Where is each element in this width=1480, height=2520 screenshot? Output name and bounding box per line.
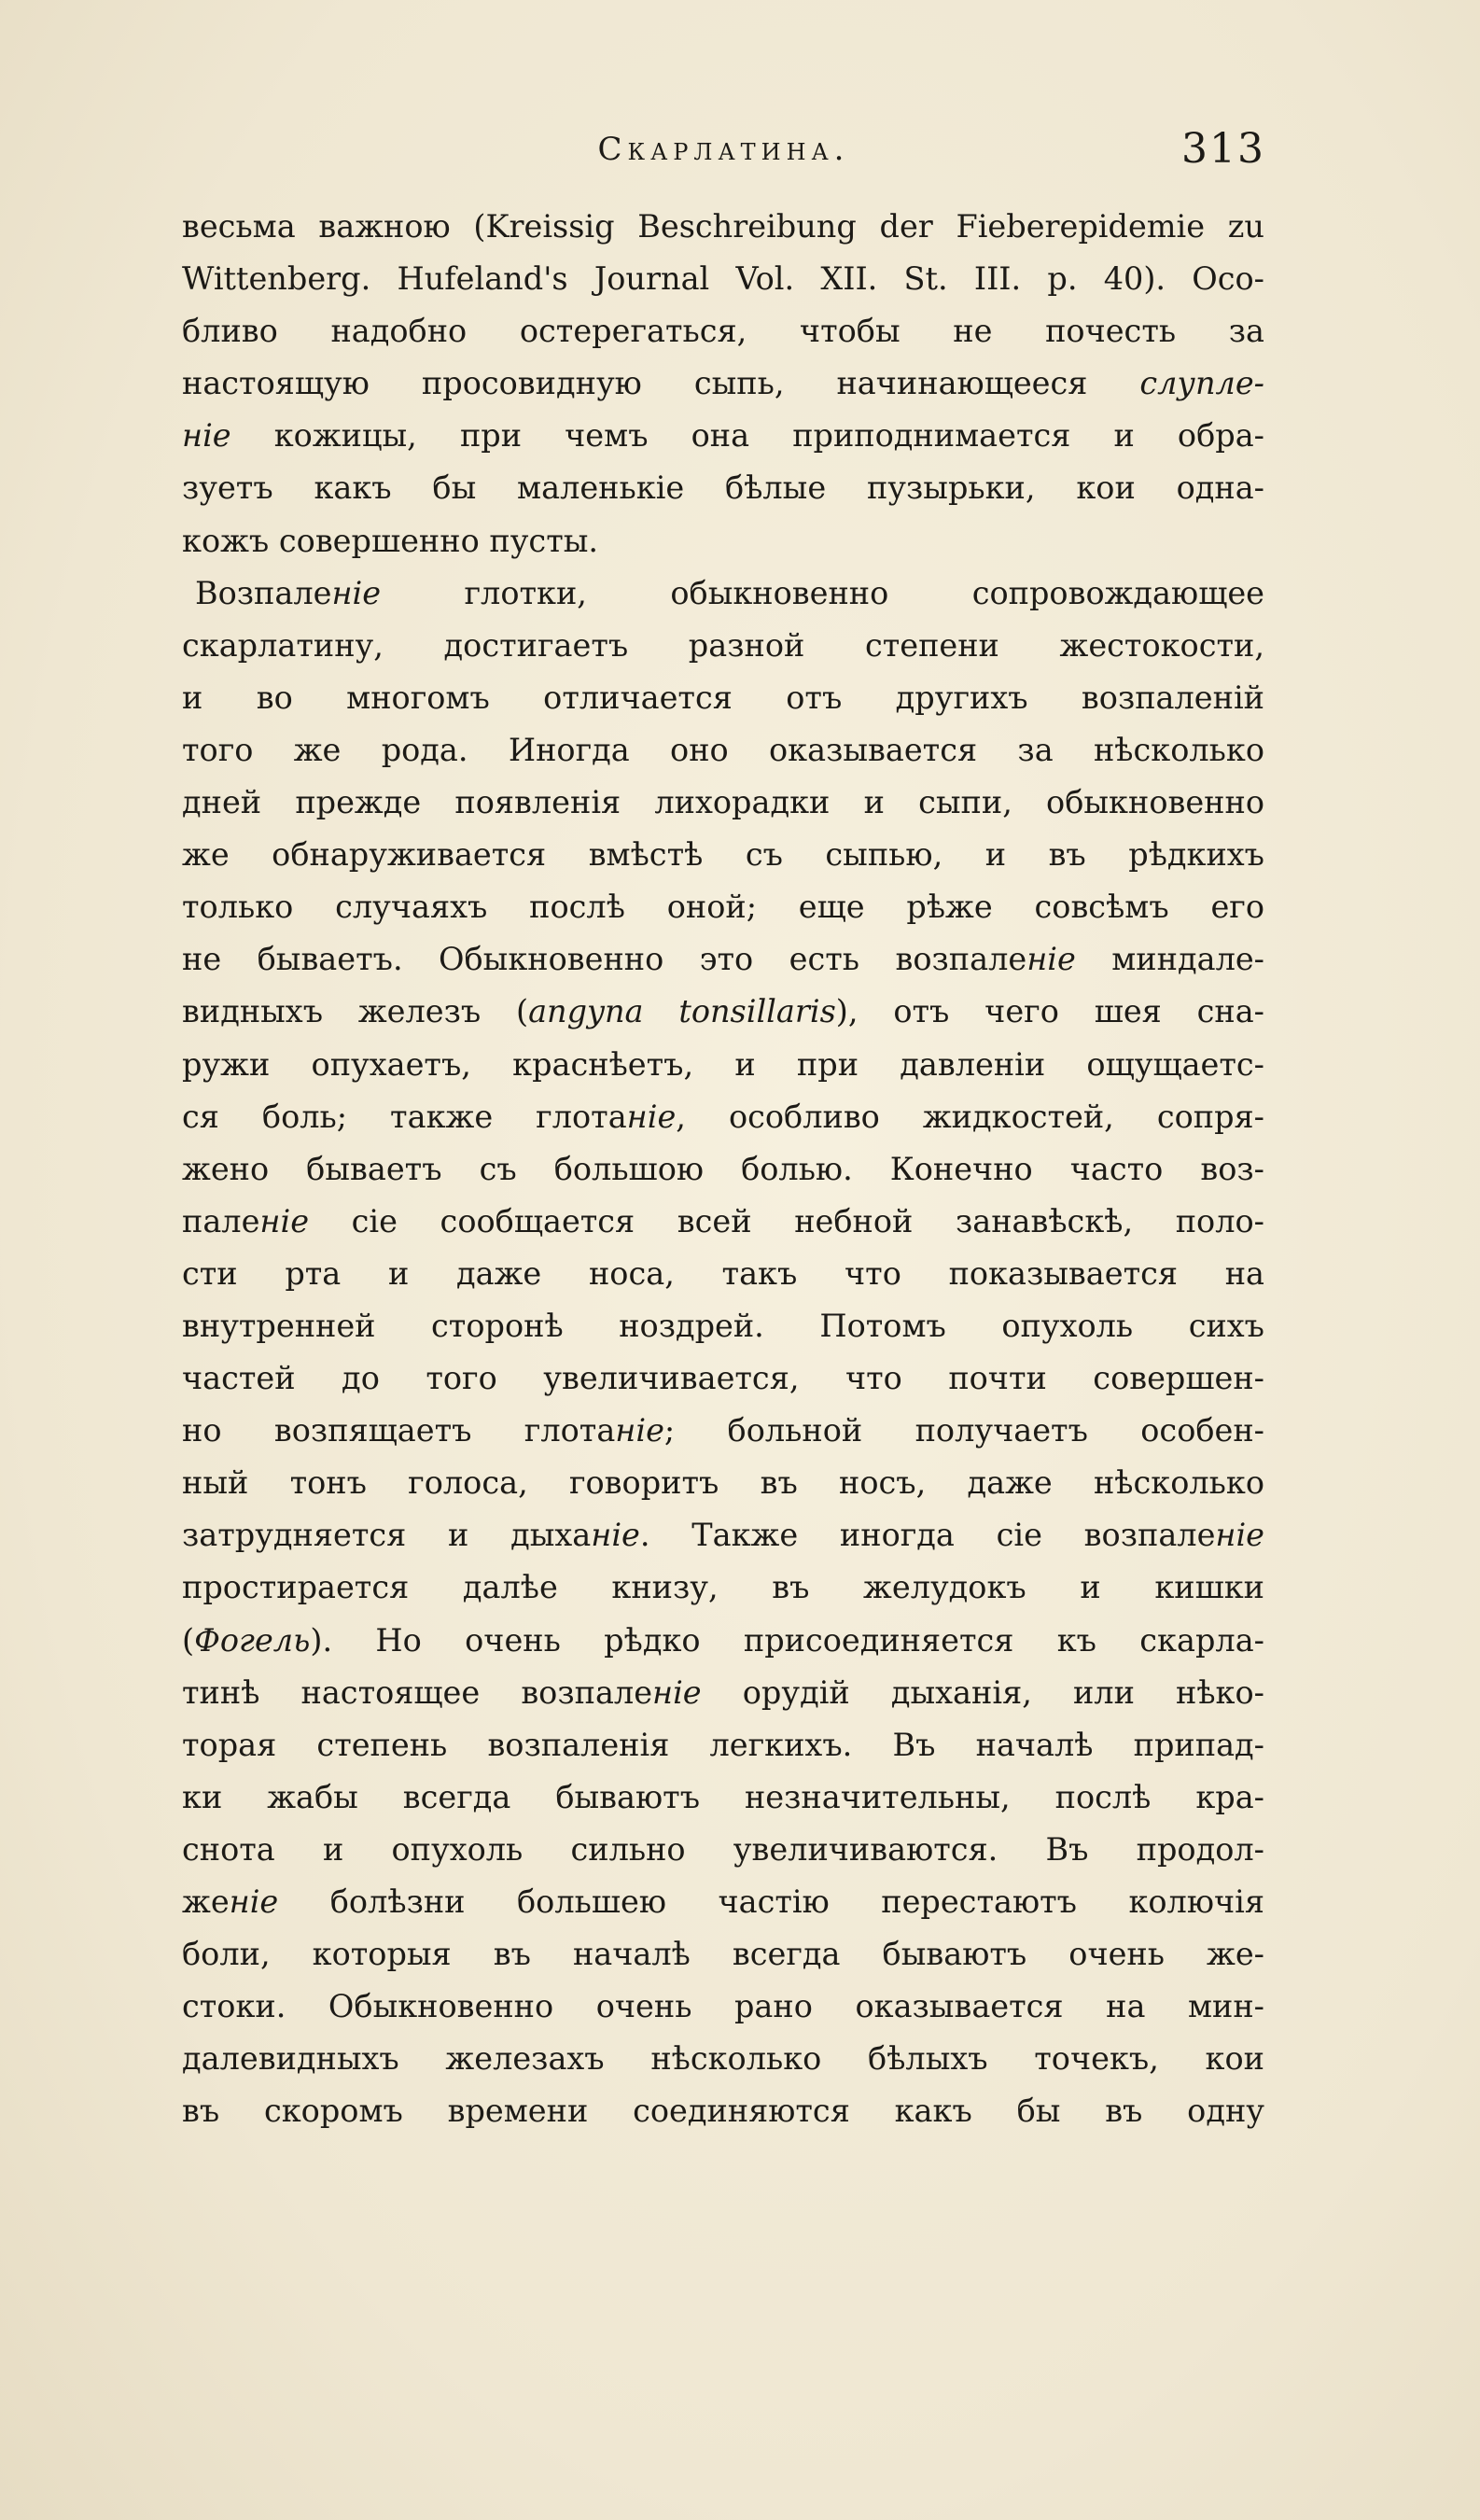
text-line: кожъ совершенно пусты.: [182, 522, 599, 559]
text-line: стоки. Обыкновенно очень рано оказывается на мин-: [182, 1988, 1264, 2025]
text-line: не бываетъ. Обыкновенно это есть возпаленіе миндале-: [182, 941, 1264, 978]
text-line: паленіе сіе сообщается всей небной занавѣскѣ, поло-: [182, 1202, 1264, 1239]
text-line: того же рода. Иногда оно оказывается за нѣсколько: [182, 731, 1264, 768]
page-number: 313: [1181, 125, 1265, 173]
text-line: ся боль; также глотаніе, особливо жидкостей, сопря-: [182, 1098, 1264, 1135]
text-line: дней прежде появленія лихорадки и сыпи, обыкновенно: [182, 784, 1264, 821]
text-line: жено бываетъ съ большою болью. Конечно часто воз-: [182, 1150, 1264, 1187]
text-line: частей до того увеличивается, что почти совершен-: [182, 1360, 1264, 1397]
text-line: весьма важною (Kreissig Beschreibung der Fieberepidemie zu: [182, 208, 1264, 245]
text-line: скарлатину, достигаетъ разной степени жестокости,: [182, 626, 1264, 664]
text-line: ный тонъ голоса, говоритъ въ носъ, даже нѣсколько: [182, 1464, 1264, 1502]
text-line: же обнаруживается вмѣстѣ съ сыпью, и въ рѣдкихъ: [182, 836, 1264, 874]
text-line: настоящую просовидную сыпь, начинающееся слупле-: [182, 365, 1264, 402]
text-line: только случаяхъ послѣ оной; еще рѣже совсѣмъ его: [182, 889, 1264, 926]
text-line: затрудняется и дыханіе. Также иногда сіе возпаленіе: [182, 1517, 1265, 1554]
text-line: ки жабы всегда бываютъ незначительны, послѣ кра-: [182, 1778, 1264, 1815]
text-line: простирается далѣе книзу, въ желудокъ и кишки: [182, 1569, 1264, 1606]
text-line: торая степень возпаленія легкихъ. Въ началѣ припад-: [182, 1726, 1264, 1763]
text-line: но возпящаетъ глотаніе; больной получаетъ особен-: [182, 1412, 1264, 1449]
body-text: [182, 201, 1264, 2137]
text-line: зуетъ какъ бы маленькіе бѣлые пузырьки, кои одна-: [182, 469, 1264, 507]
text-line: боли, которыя въ началѣ всегда бываютъ очень же-: [182, 1936, 1264, 1973]
text-line: женіе болѣзни большею частію перестаютъ колючія: [182, 1883, 1264, 1920]
text-line: бливо надобно остерегаться, чтобы не почесть за: [182, 313, 1264, 350]
text-line: снота и опухоль сильно увеличиваются. Въ продол-: [182, 1830, 1264, 1868]
text-line: Wittenberg. Hufeland's Journal Vol. XII. St. III. p. 40). Осо-: [182, 260, 1264, 298]
text-line: въ скоромъ времени соединяются какъ бы въ одну: [182, 2093, 1264, 2130]
text-line: ніе кожицы, при чемъ она приподнимается и обра-: [182, 417, 1264, 455]
text-line: далевидныхъ железахъ нѣсколько бѣлыхъ точекъ, кои: [182, 2040, 1264, 2078]
text-line: (Фогель). Но очень рѣдко присоединяется къ скарла-: [182, 1621, 1264, 1659]
paragraph-first-line: Возпаленіе глотки, обыкновенно сопровождающее: [195, 574, 1264, 611]
text-line: ружи опухаетъ, краснѣетъ, и при давленіи ощущаетс-: [182, 1045, 1264, 1083]
page-header: [182, 125, 1265, 187]
text-line: сти рта и даже носа, такъ что показывается на: [182, 1254, 1264, 1292]
text-line: внутренней сторонѣ ноздрей. Потомъ опухоль сихъ: [182, 1307, 1264, 1344]
text-line: тинѣ настоящее возпаленіе орудій дыханія, или нѣко-: [182, 1673, 1264, 1711]
text-line: и во многомъ отличается отъ другихъ возпаленій: [182, 679, 1264, 716]
text-line: видныхъ железъ (angyna tonsillaris), отъ чего шея сна-: [182, 993, 1265, 1030]
running-title: Скарлатина.: [597, 131, 850, 168]
